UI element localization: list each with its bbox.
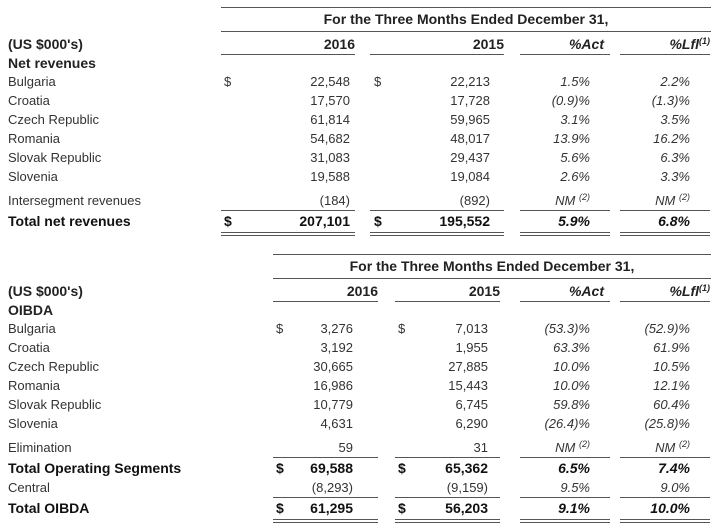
table1-total-lfl: 6.8%: [658, 213, 690, 229]
table2-row-lfl: 60.4%: [653, 397, 690, 412]
table2-col-2016: 2016: [346, 283, 378, 299]
table2-row-lfl: 12.1%: [653, 378, 690, 393]
table1-row-label: Slovak Republic: [8, 150, 102, 165]
table1-col-act: %Act: [568, 36, 604, 52]
table2-rule-2015: [395, 301, 500, 302]
table1-row-act: (0.9)%: [551, 93, 590, 108]
table1-row-2015: 29,437: [450, 150, 490, 165]
table1-total-currency-2016: $: [224, 213, 232, 229]
table1-rule-2015: [370, 54, 504, 55]
table2-rule-2016: [273, 301, 378, 302]
table1-row-2015: 22,213: [450, 74, 490, 89]
table1-total-rule-b-act: [520, 235, 610, 236]
table2-col-2015: 2015: [468, 283, 500, 299]
table1-row-2016: 19,588: [310, 169, 350, 184]
table2-row-label: Czech Republic: [8, 359, 100, 374]
table1-row-lfl: 6.3%: [660, 150, 690, 165]
table2-row-2016: 3,192: [320, 340, 353, 355]
table2-rule-act: [520, 301, 610, 302]
table1-row-act: 2.6%: [560, 169, 590, 184]
table2-elim-rule-lfl: [620, 457, 710, 458]
table1-row-2016: 17,570: [310, 93, 350, 108]
table1-total-label: Total net revenues: [8, 213, 131, 229]
table2-elim-rule-2016: [273, 457, 378, 458]
table2-row-2015: 27,885: [448, 359, 488, 374]
table2-col-act: %Act: [568, 283, 604, 299]
table1-period-header: For the Three Months Ended December 31,: [323, 11, 609, 27]
table2-row-label: Bulgaria: [8, 321, 56, 336]
table2-row-lfl: (52.9)%: [644, 321, 690, 336]
table1-row-label: Croatia: [8, 93, 50, 108]
table2-row-lfl: 10.5%: [653, 359, 690, 374]
table2-row-2016: 3,276: [320, 321, 353, 336]
table2-total-2016: 61,295: [310, 500, 353, 516]
table1-col-lfl: %Lfl$^{(1)}$: [669, 36, 710, 52]
table2-total-rule-a-act: [520, 519, 610, 520]
table1-row-2015: 17,728: [450, 93, 490, 108]
table2-elim-rule-act: [520, 457, 610, 458]
table1-subtotal-rule-2016: [221, 210, 355, 211]
table1-row-lfl: 16.2%: [653, 131, 690, 146]
table1-interseg-lfl: NM $^{(2)}$: [655, 192, 690, 208]
table2-total-label: Total OIBDA: [8, 500, 90, 516]
table1-interseg-2015: (892): [459, 193, 490, 208]
table1-row-label: Bulgaria: [8, 74, 56, 89]
table2-segments-total-lfl: 7.4%: [658, 460, 690, 476]
table2-segments-total-act: 6.5%: [558, 460, 590, 476]
table2-segments-total-label: Total Operating Segments: [8, 460, 182, 476]
table2-total-rule-b-2015: [395, 522, 500, 523]
table2-row-2016: 16,986: [313, 378, 353, 393]
table1-total-rule-a-2015: [370, 232, 504, 233]
table2-row-2015: 1,955: [455, 340, 488, 355]
table1-header-rule: [221, 31, 711, 32]
table2-total-currency-2015: $: [398, 500, 406, 516]
table2-central-2015: (9,159): [446, 480, 488, 495]
table1-row-lfl: (1.3)%: [651, 93, 690, 108]
table1-interseg-2016: (184): [319, 193, 350, 208]
table1-row-lfl: 2.2%: [660, 74, 690, 89]
table1-row-lfl: 3.5%: [660, 112, 690, 127]
table2-central-rule-act: [520, 497, 610, 498]
table1-row-currency-2015: $: [374, 74, 382, 89]
table1-total-act: 5.9%: [558, 213, 590, 229]
table2-central-lfl: 9.0%: [660, 480, 690, 495]
table2-col-lfl: %Lfl$^{(1)}$: [669, 283, 710, 299]
table2-total-rule-b-act: [520, 522, 610, 523]
table1-row-label: Czech Republic: [8, 112, 100, 127]
table2-segments-total-2015: 65,362: [445, 460, 488, 476]
table2-row-2015: 15,443: [448, 378, 488, 393]
table1-total-rule-a-act: [520, 232, 610, 233]
table2-central-2016: (8,293): [311, 480, 353, 495]
table2-row-act: 63.3%: [553, 340, 590, 355]
table2-central-rule-2015: [395, 497, 500, 498]
table1-row-2016: 54,682: [310, 131, 350, 146]
table2-total-rule-a-2015: [395, 519, 500, 520]
table2-central-rule-2016: [273, 497, 378, 498]
table2-row-act: (26.4)%: [544, 416, 590, 431]
table1-total-currency-2015: $: [374, 213, 382, 229]
table2-row-2015: 6,745: [455, 397, 488, 412]
table1-total-2016: 207,101: [299, 213, 350, 229]
table1-total-2015: 195,552: [439, 213, 490, 229]
table2-row-lfl: 61.9%: [653, 340, 690, 355]
table1-unit-label: (US $000's): [8, 36, 83, 52]
table2-row-act: 10.0%: [553, 359, 590, 374]
table1-subtotal-rule-act: [520, 210, 610, 211]
table1-section-label: Net revenues: [8, 55, 96, 71]
table2-elimination-label: Elimination: [8, 440, 72, 455]
table2-central-rule-lfl: [620, 497, 710, 498]
table1-row-2016: 22,548: [310, 74, 350, 89]
table1-row-act: 5.6%: [560, 150, 590, 165]
table1-rule-act: [520, 54, 610, 55]
table2-section-label: OIBDA: [8, 302, 54, 318]
table2-total-currency-2016: $: [276, 500, 284, 516]
table1-interseg-label: Intersegment revenues: [8, 193, 141, 208]
table1-total-rule-b-2015: [370, 235, 504, 236]
table1-row-currency-2016: $: [224, 74, 232, 89]
table2-row-2016: 4,631: [320, 416, 353, 431]
table1-col-2015: 2015: [472, 36, 504, 52]
table1-subtotal-rule-lfl: [620, 210, 710, 211]
table2-row-2016: 10,779: [313, 397, 353, 412]
table1-row-label: Romania: [8, 131, 61, 146]
table2-row-label: Romania: [8, 378, 61, 393]
table2-elimination-2016: 59: [338, 440, 353, 455]
table1-top-rule: [221, 7, 711, 8]
table2-total-lfl: 10.0%: [650, 500, 690, 516]
table2-row-label: Slovak Republic: [8, 397, 102, 412]
table1-row-label: Slovenia: [8, 169, 58, 184]
table1-row-2016: 61,814: [310, 112, 350, 127]
table2-segments-currency-2015: $: [398, 460, 406, 476]
table1-total-rule-a-2016: [221, 232, 355, 233]
table1-row-2016: 31,083: [310, 150, 350, 165]
table2-header-rule: [273, 278, 711, 279]
table1-interseg-act: NM $^{(2)}$: [555, 192, 590, 208]
table2-unit-label: (US $000's): [8, 283, 83, 299]
table1-subtotal-rule-2015: [370, 210, 504, 211]
table2-total-rule-a-2016: [273, 519, 378, 520]
table1-row-2015: 48,017: [450, 131, 490, 146]
table2-segments-currency-2016: $: [276, 460, 284, 476]
table2-elimination-act: NM $^{(2)}$: [555, 439, 590, 455]
table2-row-label: Slovenia: [8, 416, 58, 431]
table2-row-currency-2016: $: [276, 321, 284, 336]
table2-elimination-2015: 31: [473, 440, 488, 455]
table2-total-rule-a-lfl: [620, 519, 710, 520]
table1-row-act: 3.1%: [560, 112, 590, 127]
table2-row-currency-2015: $: [398, 321, 406, 336]
table2-elim-rule-2015: [395, 457, 500, 458]
table2-row-lfl: (25.8)%: [644, 416, 690, 431]
table2-row-label: Croatia: [8, 340, 50, 355]
table1-rule-2016: [221, 54, 355, 55]
table2-central-act: 9.5%: [560, 480, 590, 495]
table2-total-act: 9.1%: [558, 500, 590, 516]
table2-top-rule: [273, 254, 711, 255]
table1-rule-lfl: [620, 54, 710, 55]
table1-total-rule-a-lfl: [620, 232, 710, 233]
table1-row-act: 1.5%: [560, 74, 590, 89]
table2-total-2015: 56,203: [445, 500, 488, 516]
table1-col-2016: 2016: [323, 36, 355, 52]
table1-row-lfl: 3.3%: [660, 169, 690, 184]
table2-rule-lfl: [620, 301, 710, 302]
table1-total-rule-b-2016: [221, 235, 355, 236]
table1-row-2015: 59,965: [450, 112, 490, 127]
table2-row-act: 59.8%: [553, 397, 590, 412]
table2-period-header: For the Three Months Ended December 31,: [349, 258, 635, 274]
table2-total-rule-b-lfl: [620, 522, 710, 523]
table2-row-act: (53.3)%: [544, 321, 590, 336]
table2-total-rule-b-2016: [273, 522, 378, 523]
table1-row-act: 13.9%: [553, 131, 590, 146]
table2-segments-total-2016: 69,588: [310, 460, 353, 476]
table2-row-2015: 7,013: [455, 321, 488, 336]
table2-central-label: Central: [8, 480, 50, 495]
table2-elimination-lfl: NM $^{(2)}$: [655, 439, 690, 455]
table2-row-2016: 30,665: [313, 359, 353, 374]
table1-row-2015: 19,084: [450, 169, 490, 184]
table2-row-act: 10.0%: [553, 378, 590, 393]
table1-total-rule-b-lfl: [620, 235, 710, 236]
table2-row-2015: 6,290: [455, 416, 488, 431]
